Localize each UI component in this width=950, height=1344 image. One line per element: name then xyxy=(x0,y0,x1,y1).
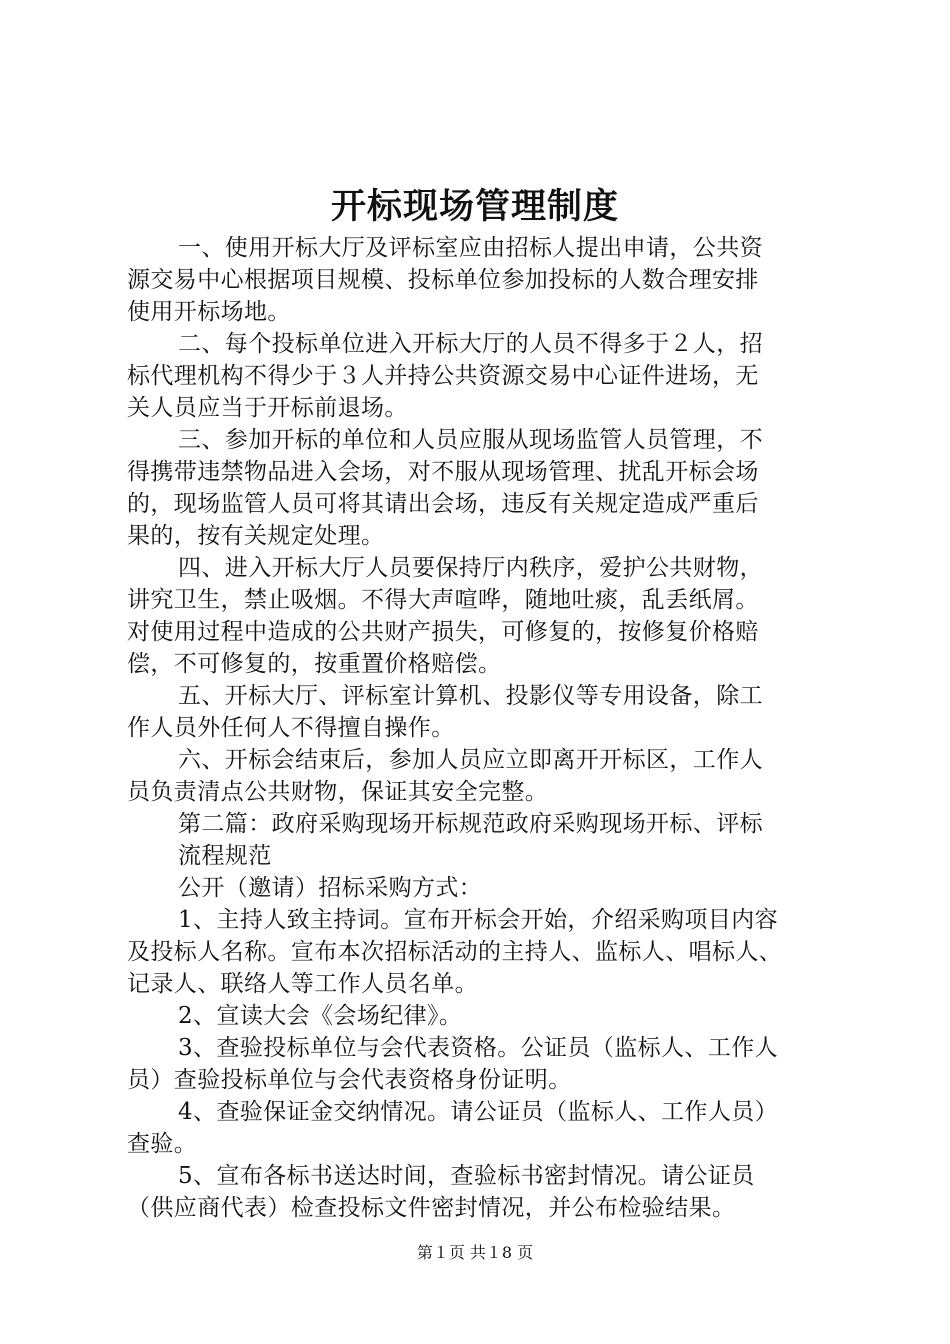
paragraph-line: 讲究卫生，禁止吸烟。不得大声喧哗，随地吐痰，乱丢纸屑。 xyxy=(127,587,759,613)
paragraph-line: 4、查验保证金交纳情况。请公证员（监标人、工作人员） xyxy=(178,1099,779,1125)
document-body xyxy=(127,232,831,1224)
document-title: 开标现场管理制度 xyxy=(330,186,619,227)
paragraph-line: 的，现场监管人员可将其请出会场，违反有关规定造成严重后 xyxy=(127,491,759,517)
page-footer: 第１页 共１8 页 xyxy=(416,1243,534,1262)
paragraph-line: 六、开标会结束后，参加人员应立即离开开标区，工作人 xyxy=(178,747,763,773)
paragraph-line: 3、查验投标单位与会代表资格。公证员（监标人、工作人 xyxy=(178,1035,779,1061)
paragraph-line: 及投标人名称。宣布本次招标活动的主持人、监标人、唱标人、 xyxy=(127,939,783,965)
paragraph-line: 员负责清点公共财物，保证其安全完整。 xyxy=(127,779,549,805)
paragraph-line: 源交易中心根据项目规模、投标单位参加投标的人数合理安排 xyxy=(127,267,759,293)
paragraph-line: 查验。 xyxy=(127,1131,198,1157)
paragraph-line: 四、进入开标大厅人员要保持厅内秩序，爱护公共财物， xyxy=(178,555,763,581)
paragraph-line: 果的，按有关规定处理。 xyxy=(127,523,385,549)
paragraph-line: 一、使用开标大厅及评标室应由招标人提出申请，公共资 xyxy=(178,235,763,261)
paragraph-line: （供应商代表）检查投标文件密封情况，并公布检验结果。 xyxy=(127,1195,736,1221)
section-heading-line: 第二篇：政府采购现场开标规范政府采购现场开标、评标 xyxy=(178,811,763,837)
paragraph-line: 2、宣读大会《会场纪律》。 xyxy=(178,1003,463,1029)
paragraph-line: 三、参加开标的单位和人员应服从现场监管人员管理，不 xyxy=(178,427,763,453)
paragraph-line: 二、每个投标单位进入开标大厅的人员不得多于２人，招 xyxy=(178,331,763,357)
paragraph-line: 使用开标场地。 xyxy=(127,299,291,325)
paragraph-line: 标代理机构不得少于３人并持公共资源交易中心证件进场，无 xyxy=(127,363,759,389)
paragraph-line: 1、主持人致主持词。宣布开标会开始，介绍采购项目内容 xyxy=(178,907,779,933)
paragraph-line: 五、开标大厅、评标室计算机、投影仪等专用设备，除工 xyxy=(178,683,763,709)
paragraph-line: 5、宣布各标书送达时间，查验标书密封情况。请公证员 xyxy=(178,1163,755,1189)
paragraph-line: 对使用过程中造成的公共财产损失，可修复的，按修复价格赔 xyxy=(127,619,759,645)
paragraph-line: 偿，不可修复的，按重置价格赔偿。 xyxy=(127,651,502,677)
paragraph-line: 记录人、联络人等工作人员名单。 xyxy=(127,971,478,997)
paragraph-line: 关人员应当于开标前退场。 xyxy=(127,395,408,421)
section-heading-line: 流程规范 xyxy=(178,843,272,869)
paragraph-line: 得携带违禁物品进入会场，对不服从现场管理、扰乱开标会场 xyxy=(127,459,759,485)
paragraph-line: 公开（邀请）招标采购方式： xyxy=(178,875,483,901)
paragraph-line: 作人员外任何人不得擅自操作。 xyxy=(127,715,455,741)
paragraph-line: 员）查验投标单位与会代表资格身份证明。 xyxy=(127,1067,572,1093)
